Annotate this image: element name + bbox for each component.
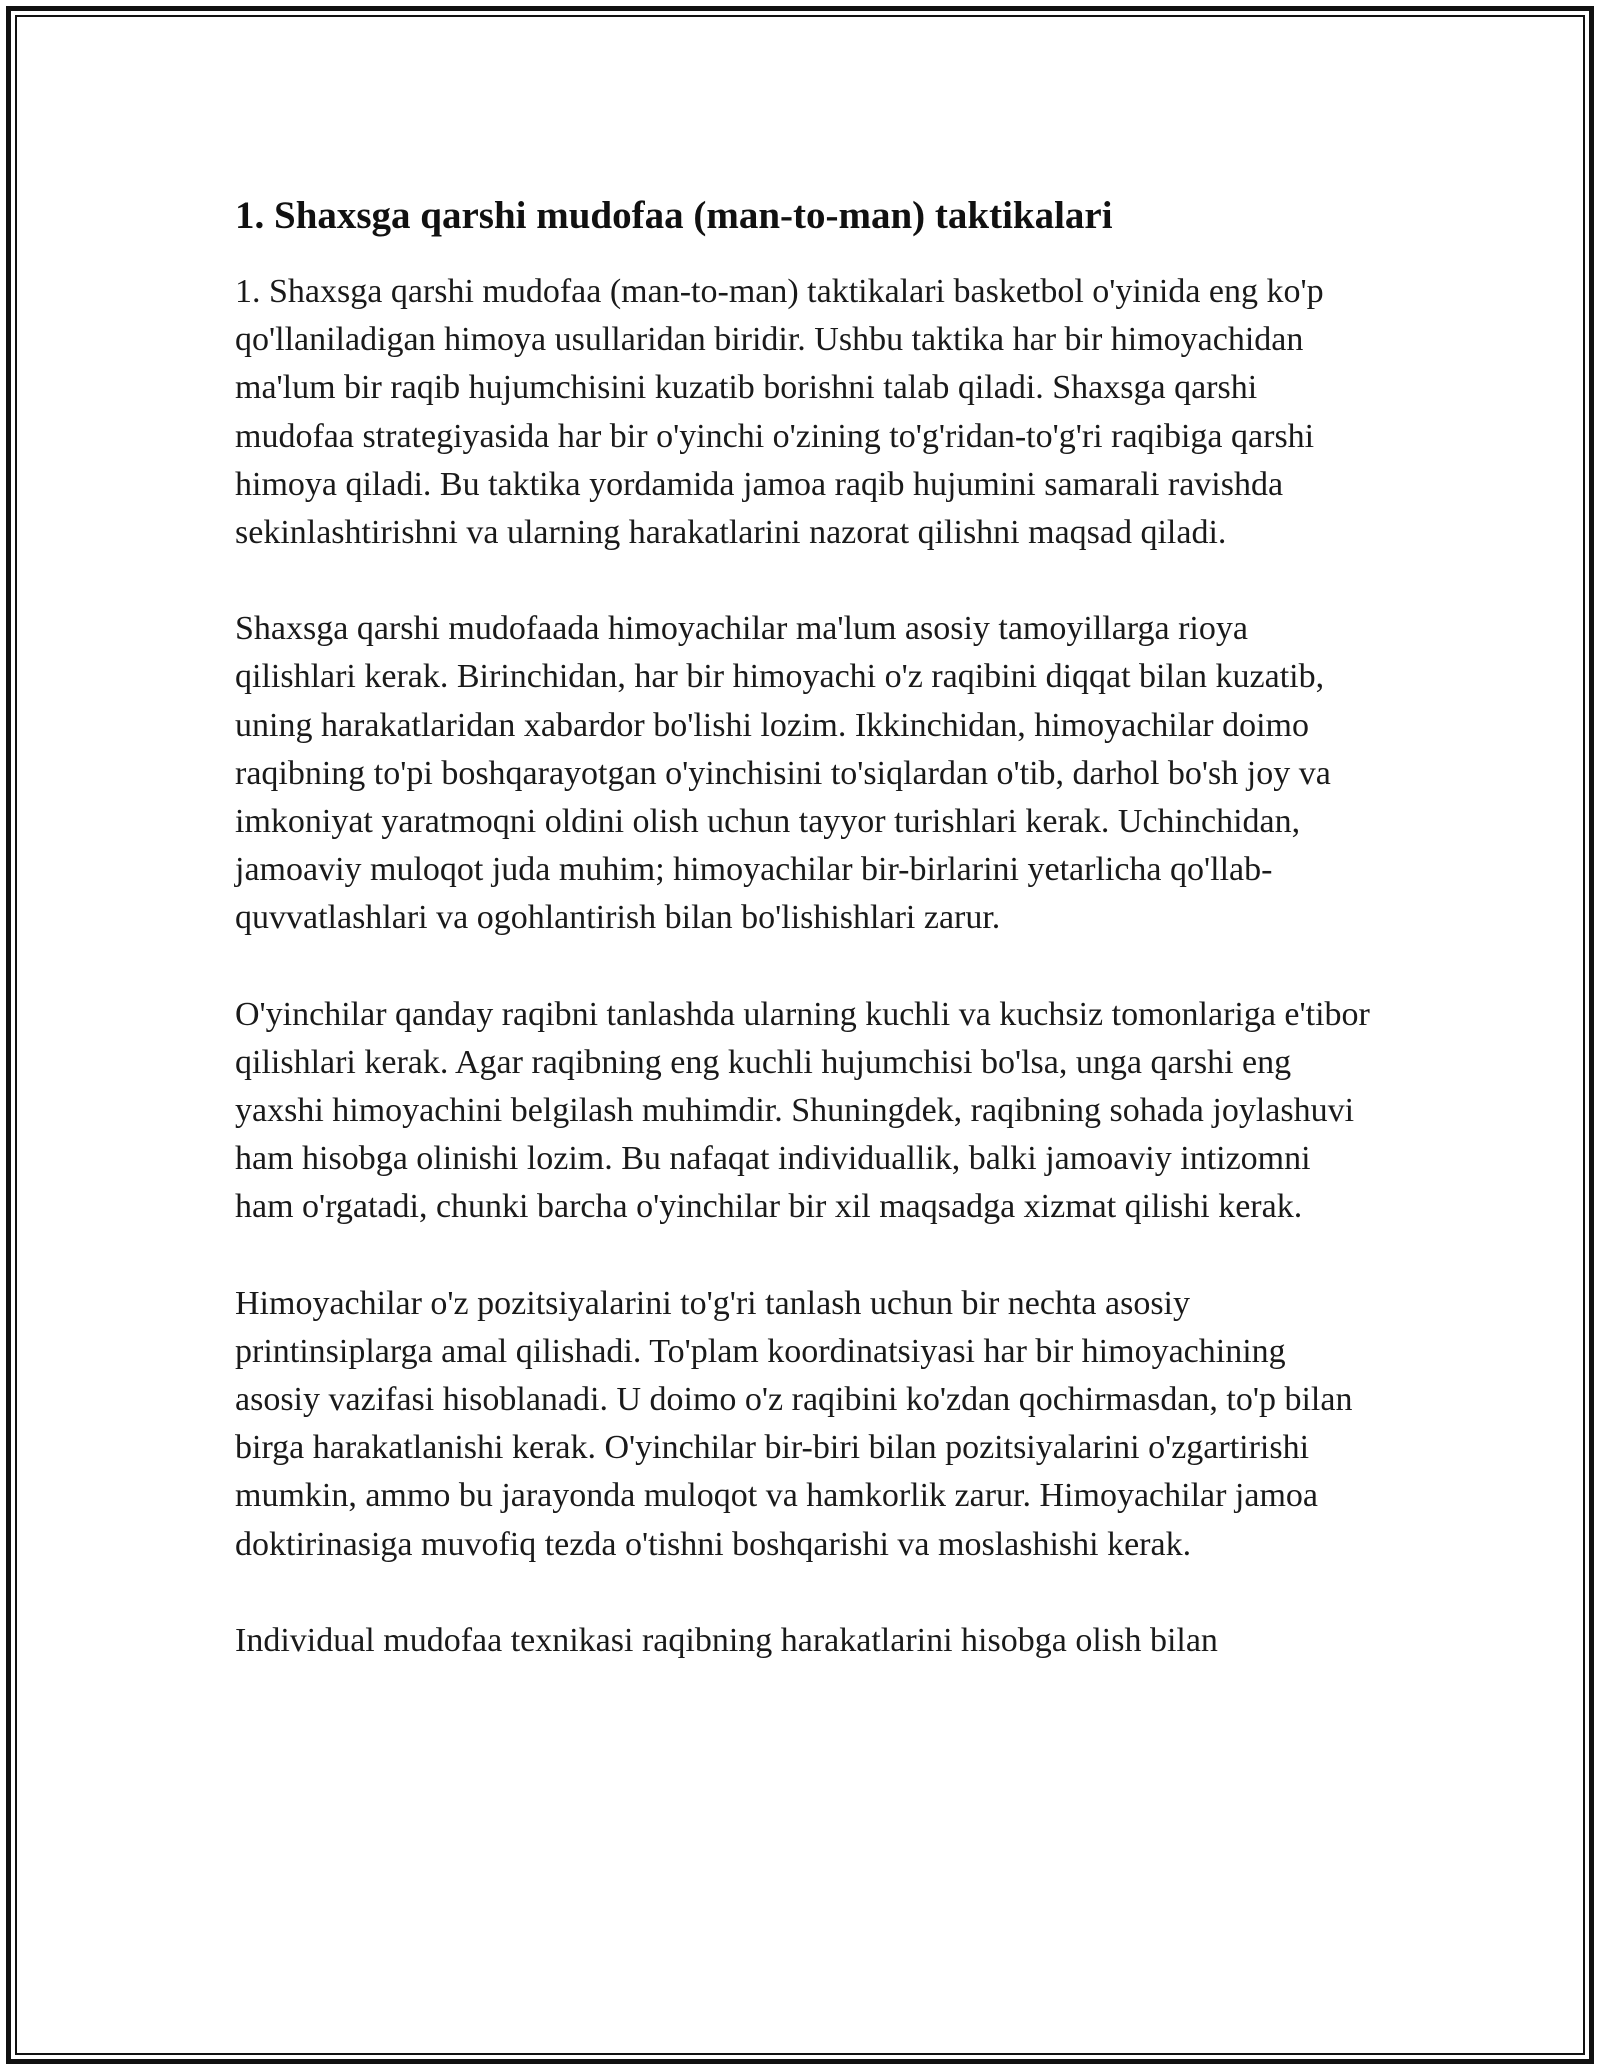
paragraph: O'yinchilar qanday raqibni tanlashda ularning kuchli va kuchsiz tomonlariga e'tibor qilishlari kerak. Agar raqibning eng kuchli hujumchisi bo'lsa, unga qarshi eng yaxshi himoyachini belgilash muhimdir. Shuningdek, raqibning sohada joylashuvi ham hisobga olinishi lozim. Bu nafaqat individuallik, balki jamoaviy intizomni ham o'rgatadi, chunki barcha o'yinchilar bir xil maqsadga xizmat qilishi kerak. (235, 995, 1370, 1226)
paragraph: Himoyachilar o'z pozitsiyalarini to'g'ri tanlash uchun bir nechta asosiy printinsiplarga amal qilishadi. To'plam koordinatsiyasi har bir himoyachining asosiy vazifasi hisoblanadi. U doimo o'z raqibini ko'zdan qochirmasdan, to'p bilan birga harakatlanishi kerak. O'yinchilar bir-biri bilan pozitsiyalarini o'zgartirishi mumkin, ammo bu jarayonda muloqot va hamkorlik zarur. Himoyachilar jamoa doktirinasiga muvofiq tezda o'tishni boshqarishi va moslashishi kerak. (235, 1284, 1353, 1563)
document-body (235, 188, 1375, 1713)
section-title: 1. Shaxsga qarshi mudofaa (man-to-man) taktikalari (235, 194, 1113, 237)
paragraph: 1. Shaxsga qarshi mudofaa (man-to-man) taktikalari basketbol o'yinida eng ko'p qo'llaniladigan himoya usullaridan biridir. Ushbu taktika har bir himoyachidan ma'lum bir raqib hujumchisini kuzatib borishni talab qiladi. Shaxsga qarshi mudofaa strategiyasida har bir o'yinchi o'zining to'g'ridan-to'g'ri raqibiga qarshi himoya qiladi. Bu taktika yordamida jamoa raqib hujumini samarali ravishda sekinlashtirishni va ularning harakatlarini nazorat qilishni maqsad qiladi. (235, 273, 1324, 552)
paragraph: Individual mudofaa texnikasi raqibning harakatlarini hisobga olish bilan (235, 1621, 1218, 1659)
paragraph: Shaxsga qarshi mudofaada himoyachilar ma'lum asosiy tamoyillarga rioya qilishlari kerak. Birinchidan, har bir himoyachi o'z raqibini diqqat bilan kuzatib, uning harakatlaridan xabardor bo'lishi lozim. Ikkinchidan, himoyachilar doimo raqibning to'pi boshqarayotgan o'yinchisini to'siqlardan o'tib, darhol bo'sh joy va imkoniyat yaratmoqni oldini olish uchun tayyor turishlari kerak. Uchinchidan, jamoaviy muloqot juda muhim; himoyachilar bir-birlarini yetarlicha qo'llab-quvvatlashlari va ogohlantirish bilan bo'lishishlari zarur. (235, 610, 1331, 937)
